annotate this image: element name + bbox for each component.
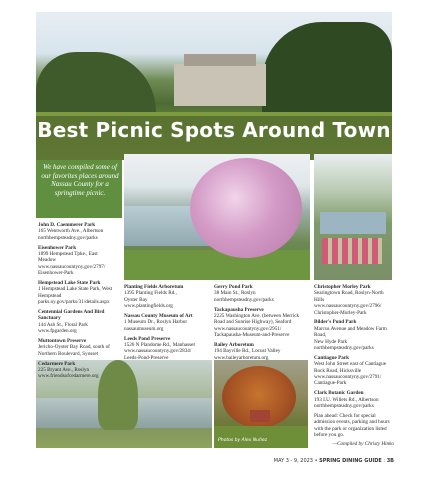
listing-detail: Road and Sunrise Highway), Seaford [214, 319, 292, 326]
flower-beds [322, 238, 382, 264]
listing-link[interactable]: northhempsteadny.gov/parks [38, 234, 98, 241]
listing-entry [214, 284, 308, 303]
listing-name: Muttontown Preserve [38, 338, 87, 345]
listing-entry [214, 307, 308, 339]
listing-detail: Rock Road, Hicksville [314, 367, 362, 374]
manor-house [174, 64, 266, 106]
listing-detail: Tackapausha-Museum-and-Preserve [214, 332, 290, 339]
listing-name: Planting Fields Arboretum [124, 284, 184, 290]
listing-detail: 2225 Washington Ave. (between Merrick [214, 313, 300, 320]
listing-detail: Jericho-Oyster Bay Road, south of [38, 344, 110, 351]
listing-detail: Road, [314, 332, 327, 339]
listing-entry [38, 245, 124, 277]
listing-entry [314, 284, 394, 316]
grass [214, 426, 308, 448]
listing-detail: 194 Bayville Rd., Locust Valley [214, 348, 281, 355]
listing-link[interactable]: parks.ny.gov/parks/31/details.aspx [38, 299, 110, 306]
listing-detail: 1526 N Plandome Rd., Manhasset [124, 342, 195, 349]
listing-detail: West John Street east of Cantiague [314, 361, 387, 368]
listing-name: Clark Botanic Garden [314, 390, 364, 397]
listing-entry [124, 313, 210, 332]
listing-detail: 38 Main St., Roslyn [214, 290, 256, 297]
listing-detail: Eisenhower-Park [38, 270, 74, 277]
listing-name: John D. Caemmerer Park [38, 222, 96, 228]
listing-link[interactable]: www.friendsofcedarmere.org [38, 373, 99, 380]
listing-link[interactable]: www.nassaucountyny.gov/2834/ [124, 348, 192, 355]
footer-separator: : [383, 458, 387, 464]
listing-name: Gerry Pond Park [214, 284, 253, 290]
listing-detail: Hills [314, 296, 325, 303]
listing-column-2 [124, 284, 210, 365]
listing-detail: Christopher-Morley-Park [314, 309, 367, 316]
listing-detail: 1899 Hempstead Tpke., East [38, 251, 98, 258]
listing-link[interactable]: www.baileyarboretum.org [214, 354, 269, 361]
listing-detail: 1395 Planting Fields Rd., [124, 290, 177, 297]
red-house [250, 410, 270, 422]
listing-link[interactable]: www.nassaucountyny.gov/2791/ [314, 374, 382, 381]
page-title: Best Picnic Spots Around Town [37, 118, 391, 142]
listing-name: Cedarmere Park [38, 360, 76, 367]
listing-link[interactable]: www.nassaucountyny.gov/2797/ [38, 263, 106, 270]
byline: —Compiled by Christy Hinko [332, 440, 394, 447]
listing-detail: Hempstead [38, 292, 62, 299]
column-4-entries [314, 284, 394, 409]
footer-section: SPRING DINING GUIDE [319, 458, 382, 464]
listing-name: Hempstead Lake State Park [38, 280, 101, 287]
listing-name: Christopher Morley Park [314, 284, 371, 290]
listing-column-1 [38, 222, 124, 383]
listing-detail: Marcus Avenue and Meadow Farm [314, 325, 387, 332]
listing-entry [38, 338, 124, 357]
trees-right [262, 22, 392, 122]
listing-name: Leeds Pond Preserve [124, 335, 171, 342]
listing-name: Tackapausha Preserve [214, 306, 264, 313]
footer-page: 3B [386, 458, 394, 464]
listing-detail: Cantiague-Park [314, 380, 347, 387]
listing-detail: Northern Boulevard, Syosset [38, 350, 99, 357]
listing-link[interactable]: northhempsteadny.gov/parks [314, 403, 374, 410]
listing-link[interactable]: nassaumuseum.org [124, 325, 164, 332]
listing-name: Centennial Gardens And Bird Sanctuary [38, 309, 105, 322]
listing-detail: 1 Museum Dr., Roslyn Harbor [124, 319, 188, 326]
listing-detail: 225 Bryant Ave., Roslyn [38, 367, 90, 374]
page-footer [0, 458, 394, 464]
cherry-blossom-photo [124, 154, 310, 280]
listing-entry [38, 309, 124, 335]
listing-entry [214, 342, 308, 361]
reflecting-pool [320, 212, 386, 234]
listing-entry [314, 390, 394, 409]
listing-detail: 193 I.U. Willets Rd., Albertson [314, 396, 379, 403]
listing-detail: New Hyde Park [314, 338, 348, 345]
listing-column-4 [314, 284, 394, 447]
listing-column-3 [214, 284, 308, 365]
listing-link[interactable]: www.plantingfields.org [124, 303, 173, 310]
listing-name: Bilder's Pond Park [314, 319, 357, 326]
listing-entry [314, 355, 394, 387]
listing-detail: 1 Hempstead Lake State Park, West [38, 286, 113, 293]
listing-detail: 144 Ash St., Floral Park [38, 321, 88, 328]
footer-bullet: • [314, 458, 320, 464]
footer-date: MAY 3 - 9, 2023 [273, 458, 313, 464]
closing-note: Plan ahead: Check for special admission events, parking and hours with the park or organization listed before you go. [314, 412, 390, 439]
intro-text: We have compiled some of our favorites places around Nassau County for a springtime picnic. [41, 163, 119, 197]
listing-link[interactable]: northhempsteadny.gov/parks [314, 345, 374, 352]
listing-entry [124, 336, 210, 362]
photo-credit: Photos by Alex Nuñez [218, 438, 267, 443]
listing-detail: 165 Wentworth Ave., Albertson [38, 228, 104, 235]
listing-entry [124, 284, 210, 310]
listing-detail: Oyster Bay [124, 296, 148, 303]
listing-name: Eisenhower Park [38, 244, 77, 251]
listing-detail: Leeds-Pond-Preserve [124, 354, 169, 361]
listing-entry [38, 280, 124, 306]
listing-entry [38, 222, 124, 241]
listing-link[interactable]: northhempsteadny.gov/parks [214, 296, 274, 303]
listing-link[interactable]: www.nassaucountyny.gov/2951/ [214, 325, 282, 332]
formal-garden-photo [314, 154, 392, 280]
grass [124, 250, 310, 280]
autumn-tree-photo [214, 360, 308, 448]
listing-name: Cantiague Park [314, 354, 350, 361]
listing-detail: Searingtown Road, Roslyn-North [314, 290, 384, 297]
listing-entry [314, 319, 394, 351]
listing-link[interactable]: www.nassaucountyny.gov/2796/ [314, 303, 382, 310]
listing-link[interactable]: www.fpgarden.org [38, 328, 77, 335]
listing-name: Nassau County Museum of Art [124, 313, 193, 320]
listing-name: Bailey Arboretum [214, 342, 254, 349]
listing-entry [38, 361, 124, 380]
cherry-tree [190, 158, 302, 258]
listing-detail: Meadow [38, 257, 57, 264]
